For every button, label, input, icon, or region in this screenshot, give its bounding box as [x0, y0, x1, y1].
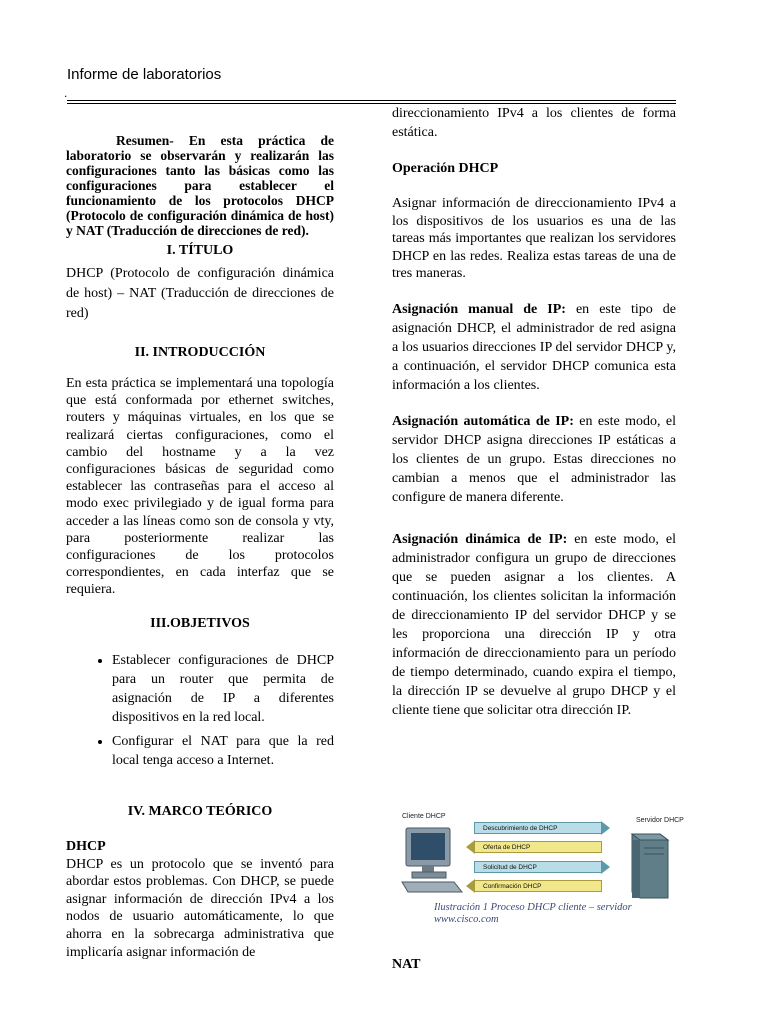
document-header: Informe de laboratorios [67, 66, 222, 83]
section-marco-heading: IV. MARCO TEÓRICO [127, 803, 273, 819]
section-objetivos-heading: III.OBJETIVOS [150, 615, 250, 631]
asignacion-dinamica [392, 530, 676, 720]
figure-caption: Ilustración 1 Proceso DHCP cliente – servidor www.cisco.com [434, 902, 632, 925]
asignacion-manual-label: Asignación manual de IP: [392, 301, 566, 317]
objetivos-list [66, 651, 334, 770]
objetivo-item: • Configurar el NAT para que la red local tenga acceso a Internet. [112, 732, 334, 770]
dhcp-message-row [464, 822, 612, 834]
dhcp-message-row [464, 861, 612, 873]
objetivo-item: • Establecer configuraciones de DHCP para un router que permita de asignación de IP a diferentes dispositivos en la red local. [112, 651, 334, 727]
figure-client-label: Cliente DHCP [402, 813, 446, 820]
section-titulo-text: DHCP (Protocolo de configuración dinámica de host) – NAT (Traducción de direcciones de red) [66, 266, 334, 321]
section-titulo-heading: I. TÍTULO [166, 243, 234, 258]
left-column [66, 133, 334, 961]
asignacion-manual-text: en este tipo de asignación DHCP, el administrador de red asigna a los usuarios direcciones IP del servidor DHCP y, a continuación, el servidor DHCP comunica esta información a los clientes. [392, 301, 676, 393]
header-dot: . [64, 86, 68, 100]
arrow-right-icon [601, 821, 610, 835]
dhcp-message-ack: Confirmación DHCP [474, 880, 602, 892]
figure-server-label: Servidor DHCP [636, 817, 684, 824]
abstract-text: Resumen- En esta práctica de laboratorio se observarán y realizarán las configuraciones tanto las básicas como las configuraciones para establecer el funcionamiento de los protocolos DHCP (Protocolo de configuración dinámica de host) y NAT (Traducción de direcciones de red). [66, 133, 334, 238]
dhcp-message-row [464, 880, 612, 892]
server-icon [624, 828, 674, 904]
abstract [66, 133, 334, 238]
asignacion-dinamica-label: Asignación dinámica de IP: [392, 531, 568, 547]
operacion-text: Asignar información de direccionamiento IPv4 a los dispositivos de los usuarios es una de las tareas más importantes que realizan los servidores DHCP en las redes. Realiza estas tareas de una de tres maneras. [392, 196, 676, 281]
right-column [392, 104, 676, 720]
header-rule-top [67, 100, 676, 101]
operacion-heading: Operación DHCP [392, 161, 499, 176]
arrow-right-icon [601, 860, 610, 874]
section-introduccion-heading: II. INTRODUCCIÓN [134, 345, 266, 360]
dhcp-heading: DHCP [66, 838, 106, 854]
continuation-text: direccionamiento IPv4 a los clientes de forma estática. [392, 106, 676, 140]
dhcp-message-offer: Oferta de DHCP [474, 841, 602, 853]
asignacion-manual [392, 300, 676, 395]
dhcp-message-request: Solicitud de DHCP [474, 861, 602, 873]
asignacion-automatica-label: Asignación automática de IP: [392, 413, 574, 429]
dhcp-message-discover: Descubrimiento de DHCP [474, 822, 602, 834]
asignacion-automatica [392, 412, 676, 507]
dhcp-text: DHCP es un protocolo que se inventó para abordar estos problemas. Con DHCP, se puede asignar información de dirección IPv4 a los nodos de usuario automáticamente, lo que ahorra en la sobrecarga administrativa que implicaría asignar información de [66, 856, 334, 960]
nat-heading: NAT [392, 957, 421, 972]
client-computer-icon [400, 824, 466, 900]
asignacion-automatica-text: en este modo, el servidor DHCP asigna direcciones IP estáticas a los clientes de un grupo. Estas direcciones no cambian a menos que el administrador las configure de manera diferente. [392, 413, 676, 505]
dhcp-message-row [464, 841, 612, 853]
asignacion-dinamica-text: en este modo, el administrador configura un grupo de direcciones que se pueden asignar a los clientes. A continuación, los clientes solicitan la información de direccionamiento IP del servidor DHCP y se les proporciona una dirección IP y otra información de direccionamiento para un período de tiempo determinado, cuando expira el tiempo, la dirección IP se devuelve al grupo DHCP y el cliente tiene que solicitar otra dirección IP. [392, 531, 676, 718]
section-introduccion-text: En esta práctica se implementará una topología que está conformada por ethernet switches, routers y máquinas virtuales, en los que se realizará ciertas configuraciones, como el cambio del hostname y a la vez configuraciones básicas de seguridad como establecer las contraseñas para el acceso al modo exec privilegiado y de igual forma para acceder a las líneas como son de consola y vty, para posteriormente realizar las configuraciones de los protocolos correspondientes, en cada interfaz que se requiera. [66, 376, 334, 598]
